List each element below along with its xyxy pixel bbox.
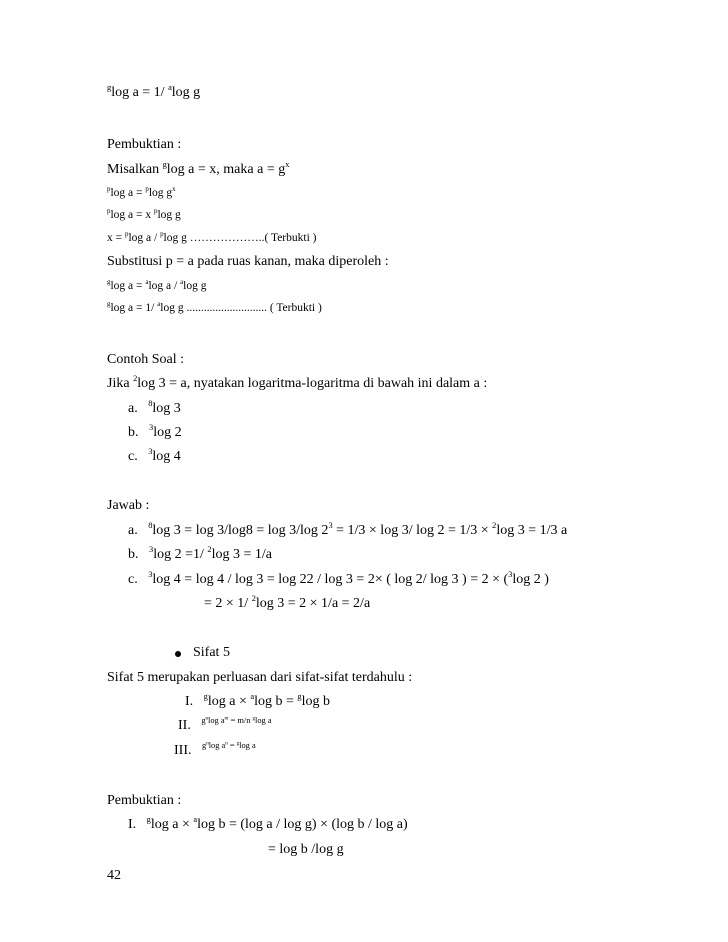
question-item: a. $^8$log 3 bbox=[128, 399, 181, 416]
property-item: II. $^{g^nlog a^m = m/n ^glog a}$ bbox=[178, 716, 272, 733]
answer-heading: Jawab : bbox=[107, 498, 150, 513]
proof-line: $^g$log a = 1/ $^a$log g ............................ ( Terbukti ) bbox=[107, 301, 322, 314]
question-item: b. $^3$log 2 bbox=[128, 423, 182, 440]
question-item: c. $^3$log 4 bbox=[128, 447, 181, 464]
proof-line: I. $^g$log a × $^a$log b = (log a / log g) × (log b / log a) bbox=[128, 815, 408, 832]
answer-item: b. $^3$log 2 =1/ $^2$log 3 = 1/a bbox=[128, 545, 272, 562]
answer-continuation: = 2 × 1/ $^2$log 3 = 2 × 1/a = 2/a bbox=[204, 594, 371, 611]
proof-line: $^g$log a = $^a$log a / $^a$log g bbox=[107, 279, 207, 292]
property-item: III. $^{g^nlog a^n = ^glog a}$ bbox=[174, 741, 256, 758]
property-4-statement: $^g$log a = 1/ $^a$log g bbox=[107, 83, 201, 100]
proof-line: Misalkan $^g$log a = x, maka $a = g^x$ bbox=[107, 160, 290, 177]
example-question: Jika $^2$log 3 = a, nyatakan logaritma-logaritma di bawah ini dalam a : bbox=[107, 374, 488, 391]
proof-continuation: = log b /log g bbox=[268, 842, 344, 857]
proof-line: $^p$log a = $^p$log $g^x$ bbox=[107, 186, 176, 199]
section-title-sifat-5: Sifat 5 bbox=[193, 645, 230, 660]
bullet-icon bbox=[175, 651, 181, 657]
proof-line: $^p$log a = x $^p$log g bbox=[107, 208, 181, 221]
section-intro: Sifat 5 merupakan perluasan dari sifat-sifat terdahulu : bbox=[107, 670, 413, 685]
proof-heading: Pembuktian : bbox=[107, 137, 182, 152]
answer-item: c. $^3$log 4 = log 4 / log 3 = log 22 / log 3 = 2× ( log 2/ log 3 ) = 2 × ($^3$log 2 ) bbox=[128, 570, 549, 587]
answer-item: a. $^8$log 3 = log 3/log8 = log 3/log $2^3 = 1/3 \times \log 3/$ log 2 = 1/3 × $^2$log 3 = 1/3 a bbox=[128, 521, 568, 538]
example-heading: Contoh Soal : bbox=[107, 352, 185, 367]
property-item: I. $^g$log a × $^a$log b = $^g$log b bbox=[185, 692, 330, 709]
proof-line: Substitusi p = a pada ruas kanan, maka diperoleh : bbox=[107, 254, 389, 269]
proof-line: x = $^p$log a / $^p$log g ………………..( Terbukti ) bbox=[107, 231, 317, 244]
proof-heading: Pembuktian : bbox=[107, 793, 182, 808]
page-number: 42 bbox=[107, 868, 121, 883]
